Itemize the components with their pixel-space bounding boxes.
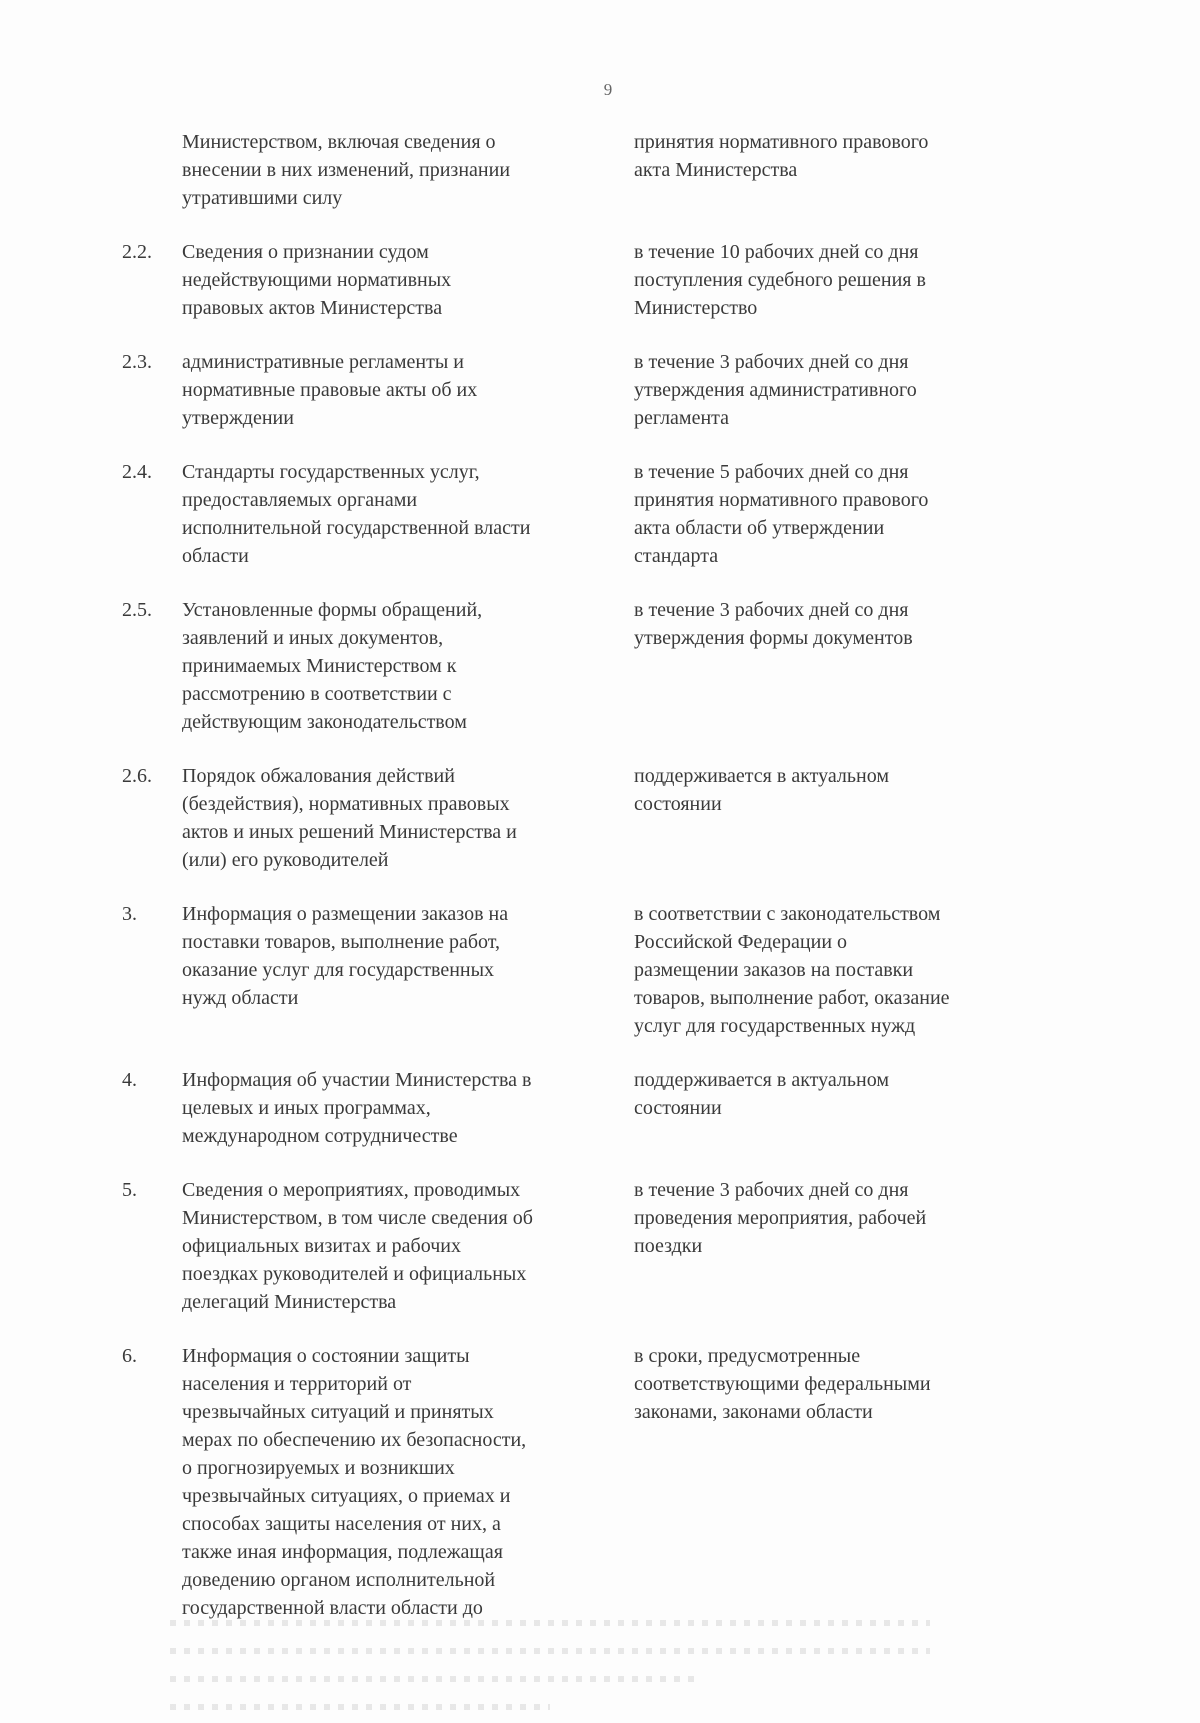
table-row xyxy=(0,238,1200,322)
faded-line xyxy=(170,1704,550,1710)
row-description: Информация о состоянии защиты населения и территорий от чрезвычайных ситуаций и принятых мерах по обеспечению их безопасности, о прогнозируемых и возникших чрезвычайных ситуациях, о приемах и способах защиты населения от них, а также иная информация, подлежащая доведению органом исполнительной государственной власти области до xyxy=(182,1345,527,1619)
row-description: Информация о размещении заказов на поставки товаров, выполнение работ, оказание услуг для государственных нужд области xyxy=(182,903,509,1009)
row-term: принятия нормативного правового акта Министерства xyxy=(634,131,929,181)
illegible-faded-text xyxy=(170,1598,930,1708)
row-term: в течение 10 рабочих дней со дня поступления судебного решения в Министерство xyxy=(634,241,926,319)
row-term: поддерживается в актуальном состоянии xyxy=(634,765,889,815)
row-number: 6. xyxy=(122,1345,137,1367)
row-description: Информация об участии Министерства в целевых и иных программах, международном сотрудничестве xyxy=(182,1069,532,1147)
row-term: в течение 3 рабочих дней со дня утверждения административного регламента xyxy=(634,351,917,429)
table-row xyxy=(0,596,1200,736)
table-row xyxy=(0,1176,1200,1316)
row-term: в сроки, предусмотренные соответствующими федеральными законами, законами области xyxy=(634,1345,931,1423)
row-term: поддерживается в актуальном состоянии xyxy=(634,1069,889,1119)
row-term: в течение 3 рабочих дней со дня утверждения формы документов xyxy=(634,599,913,649)
row-description: Стандарты государственных услуг, предоставляемых органами исполнительной государственной власти области xyxy=(182,461,531,567)
row-description: Порядок обжалования действий (бездействия), нормативных правовых актов и иных решений Министерства и (или) его руководителей xyxy=(182,765,517,871)
row-description: Сведения о мероприятиях, проводимых Министерством, в том числе сведения об официальных визитах и рабочих поездках руководителей и официальных делегаций Министерства xyxy=(182,1179,533,1313)
row-description: Министерством, включая сведения о внесении в них изменений, признании утратившими силу xyxy=(182,131,511,209)
table-row xyxy=(0,128,1200,212)
faded-line xyxy=(170,1648,930,1654)
row-number: 2.3. xyxy=(122,351,152,373)
row-number: 4. xyxy=(122,1069,137,1091)
row-description: административные регламенты и нормативные правовые акты об их утверждении xyxy=(182,351,478,429)
faded-line xyxy=(170,1620,930,1626)
row-number: 3. xyxy=(122,903,137,925)
row-term: в течение 3 рабочих дней со дня проведения мероприятия, рабочей поездки xyxy=(634,1179,927,1257)
row-number: 2.5. xyxy=(122,599,152,621)
row-number: 5. xyxy=(122,1179,137,1201)
table-row xyxy=(0,458,1200,570)
table-row xyxy=(0,900,1200,1040)
table-row xyxy=(0,1066,1200,1150)
row-number: 2.4. xyxy=(122,461,152,483)
table-row xyxy=(0,348,1200,432)
row-term: в течение 5 рабочих дней со дня принятия нормативного правового акта области об утверждении стандарта xyxy=(634,461,929,567)
row-term: в соответствии с законодательством Российской Федерации о размещении заказов на поставки товаров, выполнение работ, оказание услуг для государственных нужд xyxy=(634,903,950,1037)
table-row xyxy=(0,762,1200,874)
row-description: Сведения о признании судом недействующими нормативных правовых актов Министерства xyxy=(182,241,452,319)
table-body xyxy=(0,128,1200,1648)
faded-line xyxy=(170,1676,702,1682)
table-row xyxy=(0,1342,1200,1622)
row-description: Установленные формы обращений, заявлений и иных документов, принимаемых Министерством к рассмотрению в соответствии с действующим законодательством xyxy=(182,599,483,733)
row-number: 2.2. xyxy=(122,241,152,263)
page-number: 9 xyxy=(603,80,613,99)
row-number: 2.6. xyxy=(122,765,152,787)
